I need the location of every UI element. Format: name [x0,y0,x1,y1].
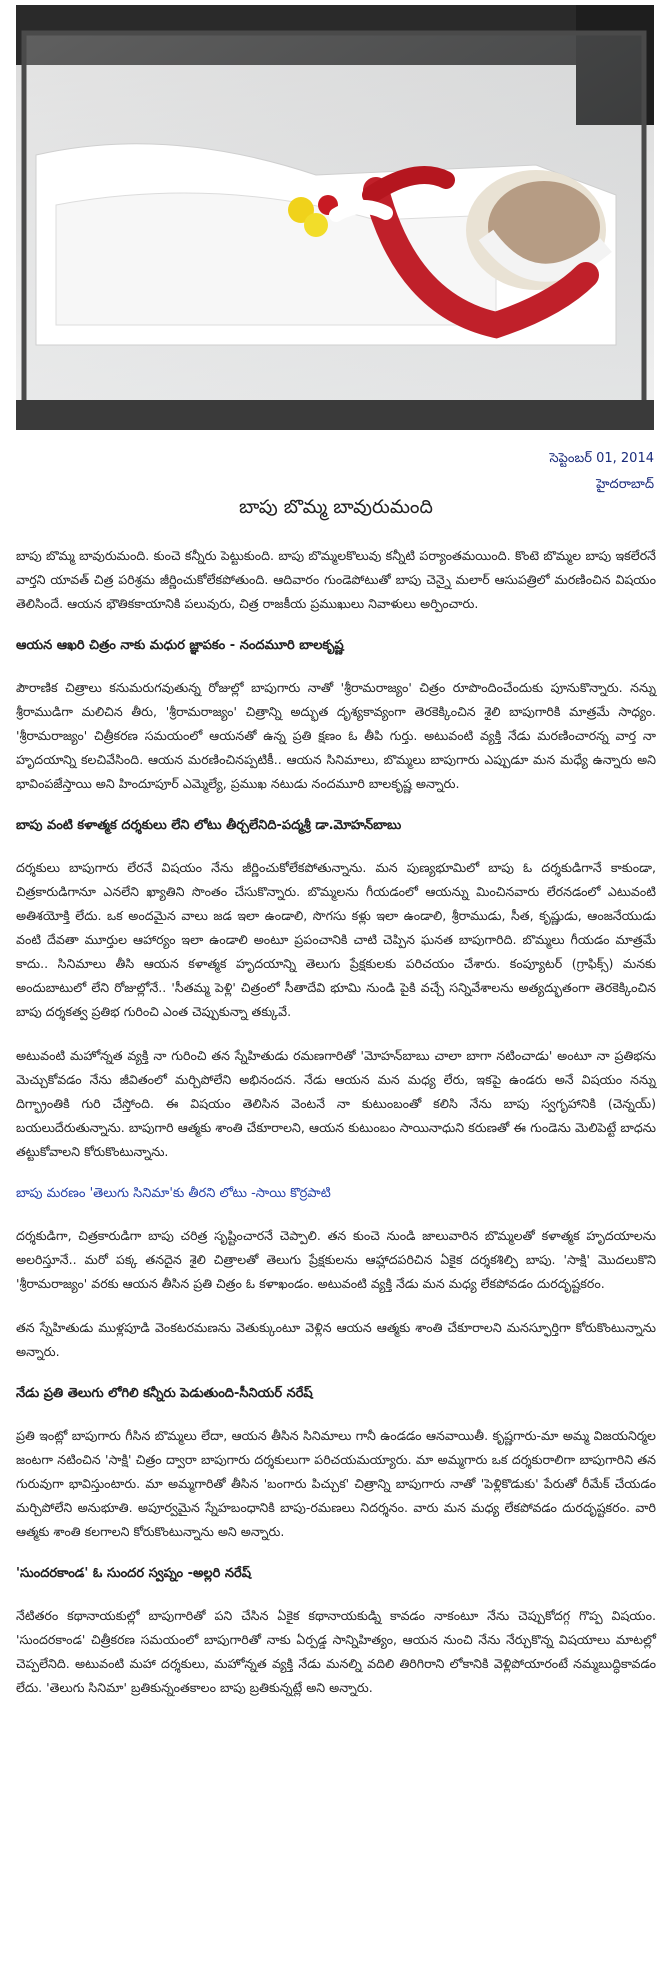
section-paragraph: దర్శకుడిగా, చిత్రకారుడిగా బాపు చరిత్ర సృష్టించారనే చెప్పాలి. తన కుంచె నుండి జాలువారిన బొమ్మలతో కళాత్మక హృదయాలను అలరిస్తూనే.. మరో పక్క తనదైన శైలి చిత్రాలతో తెలుగు ప్రేక్షకులను ఆహ్లాదపరిచిన ఏకైక దర్శకశిల్పి బాపు. 'సాక్షి' మొదలుకొని 'శ్రీరామరాజ్యం' వరకు ఆయన తీసిన ప్రతి చిత్రం ఓ కళాఖండం. అటువంటి వ్యక్తి నేడు మన మధ్య లేకపోవడం దురదృష్టకరం. [16,1228,656,1291]
section-paragraph: అటువంటి మహోన్నత వ్యక్తి నా గురించి తన స్నేహితుడు రమణగారితో 'మోహన్‌బాబు చాలా బాగా నటించాడు' అంటూ నా ప్రతిభను మెచ్చుకోవడం నేను జీవితంలో మర్చిపోలేని అభినందన. నేడు ఆయన మన మధ్య లేరు, ఇకపై ఉండరు అనే విషయం నన్ను దిగ్భ్రాంతికి గురి చేస్తోంది. ఈ విషయం తెలిసిన వెంటనే నా కుటుంబంతో కలిసి నేను బాపు స్వగృహానికి (చెన్నయ్) బయలుదేరుతున్నాను. బాపుగారి ఆత్మకు శాంతి చేకూరాలని, ఆయన కుటుంబం సాయినాధుని కరుణతో ఈ గుండెను మెలిపెట్టే బాధను తట్టుకోవాలని కోరుకొంటున్నాను. [16,1048,656,1159]
intro-paragraph: బాపు బొమ్మ బావురుమంది. కుంచె కన్నీరు పెట్టుకుంది. బాపు బొమ్మలకొలువు కన్నీటి పర్యాంతమయింది. కొంటె బొమ్మల బాపు ఇకలేరనే వార్తని యావత్ చిత్ర పరిశ్రమ జీర్ణించుకోలేకపోతుంది. ఆదివారం గుండెపోటుతో బాపు చెన్నై మలార్ ఆసుపత్రిలో మరణించిన విషయం తెలిసిందే. ఆయన భౌతికకాయానికి పలువురు, చిత్ర రాజకీయ ప్రముఖులు నివాళులు అర్పించారు. [16,548,656,611]
article-meta [550,446,654,498]
section-paragraph: ప్రతి ఇంట్లో బాపుగారు గీసిన బొమ్మలు లేదా, ఆయన తీసిన సినిమాలు గానీ ఉండడం ఆనవాయితీ. కృష్ణగారు-మా అమ్మ విజయనిర్మల జంటగా నటించిన 'సాక్షి' చిత్రం ద్వారా బాపుగారు దర్శకులుగా పరిచయమయ్యారు. మా అమ్మగారు ఒక దర్శకురాలిగా బాపుగారిని తన గురువుగా భావిస్తుంటారు. మా అమ్మగారితో తీసిన 'బంగారు పిచ్చుక' చిత్రాన్ని బాపుగారు నాతో 'పెళ్లికొడుకు' పేరుతో రీమేక్ చేయడం మర్చిపోలేని అనుభూతి. అపూర్వమైన స్నేహబంధానికి బాపు-రమణలు నిదర్శనం. వారు మన మధ్య లేకపోవడం దురదృష్టకరం. వారి ఆత్మకు శాంతి కలగాలని కోరుకొంటున్నాను అని అన్నారు. [16,1428,656,1539]
section-heading: బాపు వంటి కళాత్మక దర్శకులు లేని లోటు తీర్చలేనిది-పద్మశ్రీ డా.మోహన్‌బాబు [16,818,402,833]
article-place: హైదరాబాద్ [596,477,654,492]
article-date: సెప్టెంబర్ 01, 2014 [549,451,654,466]
section-paragraph: దర్శకులు బాపుగారు లేరనే విషయం నేను జీర్ణించుకోలేకపోతున్నాను. మన పుణ్యభూమిలో బాపు ఓ దర్శకుడిగానే కాకుండా, చిత్రకారుడిగానూ ఎనలేని ఖ్యాతిని సొంతం చేసుకొన్నారు. బొమ్మలను గీయడంలో ఆయన్ను మించినవారు లేరనడంలో ఎటువంటి అతిశయోక్తి లేదు. ఒక అందమైన వాలు జడ ఇలా ఉండాలి, సొగసు కళ్లు ఇలా ఉండాలి, శ్రీరాముడు, సీత, కృష్ణుడు, ఆంజనేయుడు వంటి దేవతా మూర్తుల ఆహార్యం ఇలా ఉండాలి అంటూ ప్రపంచానికి చాటి చెప్పిన ఘనత బాపుగారిది. బొమ్మలు గీయడం మాత్రమే కాదు.. సినిమాలు తీసి ఆయన కళాత్మక హృదయాన్ని తెలుగు ప్రేక్షకులకు పరిచయం చేశారు. కంప్యూటర్ (గ్రాఫిక్స్) మనకు అందుబాటులో లేని రోజుల్లోనే.. 'సీతమ్మ పెళ్లి' చిత్రంలో సీతాదేవి భూమి నుండి పైకి వచ్చే సన్నివేశాలను అత్యద్భుతంగా తెరకెక్కించిన బాపు దర్శకత్వ ప్రతిభ గురించి ఎంత చెప్పుకున్నా తక్కువే. [16,860,656,1019]
article-photo [16,5,654,430]
article-title: బాపు బొమ్మ బావురుమంది [239,496,433,518]
section-paragraph: పౌరాణిక చిత్రాలు కనుమరుగవుతున్న రోజుల్లో బాపుగారు నాతో 'శ్రీరామరాజ్యం' చిత్రం రూపొందించేందుకు పూనుకొన్నారు. నన్ను శ్రీరాముడిగా మలిచిన తీరు, 'శ్రీరామరాజ్యం' చిత్రాన్ని అద్భుత దృశ్యకావ్యంగా తెరకెక్కించిన శైలి బాపుగారికి మాత్రమే సాధ్యం. 'శ్రీరామరాజ్యం' చిత్రీకరణ సమయంలో ఆయనతో ఉన్న ప్రతి క్షణం ఓ తీపి గుర్తు. అటువంటి వ్యక్తి నేడు మరణించారన్న వార్త నా హృదయాన్ని కలచివేసింది. ఆయన మరణించినప్పటికీ.. ఆయన సినిమాలు, బొమ్మలు బాపుగారు ఎప్పుడూ మన మధ్యే ఉన్నారు అని భావింపజేస్తాయి అని హిందూపూర్ ఎమ్మెల్యే, ప్రముఖ నటుడు నందమూరి బాలకృష్ణ అన్నారు. [16,680,656,791]
article-body [16,544,656,1720]
section-heading: నేడు ప్రతి తెలుగు లోగిలి కన్నీరు పెడుతుంది-సీనియర్ నరేష్ [16,1386,313,1401]
section-heading: 'సుందరకాండ' ఓ సుందర స్వప్నం -అల్లరి నరేష్ [16,1566,251,1581]
section-heading: ఆయన ఆఖరి చిత్రం నాకు మధుర జ్ఞాపకం - నందమూరి బాలకృష్ణ [16,638,344,653]
section-paragraph: తన స్నేహితుడు ముళ్లపూడి వెంకటరమణను వెతుక్కుంటూ వెళ్లిన ఆయన ఆత్మకు శాంతి చేకూరాలని మనస్ఫూర్తిగా కోరుకొంటున్నాను అన్నారు. [16,1320,656,1359]
section-paragraph: నేటితరం కథానాయకుల్లో బాపుగారితో పని చేసిన ఏకైక కథానాయకుడ్ని కావడం నాకంటూ నేను చెప్పుకోదగ్గ గొప్ప విషయం. 'సుందరకాండ' చిత్రీకరణ సమయంలో బాపుగారితో నాకు ఏర్పడ్డ సాన్నిహిత్యం, ఆయన నుంచి నేను నేర్చుకొన్న విషయాలు మాటల్లో చెప్పలేనిది. అటువంటి మహా దర్శకులు, మహోన్నత వ్యక్తి నేడు మనల్ని వదిలి తిరిగిరాని లోకానికి వెళ్లిపోయారంటే నమ్మబుద్ధికావడం లేదు. 'తెలుగు సినిమా' బ్రతికున్నంతకాలం బాపు బ్రతికున్నట్లే అని అన్నారు. [16,1608,656,1695]
section-heading: బాపు మరణం 'తెలుగు సినిమా'కు తీరని లోటు -సాయి కొర్రపాటి [16,1186,331,1201]
photo-illustration [16,5,654,430]
